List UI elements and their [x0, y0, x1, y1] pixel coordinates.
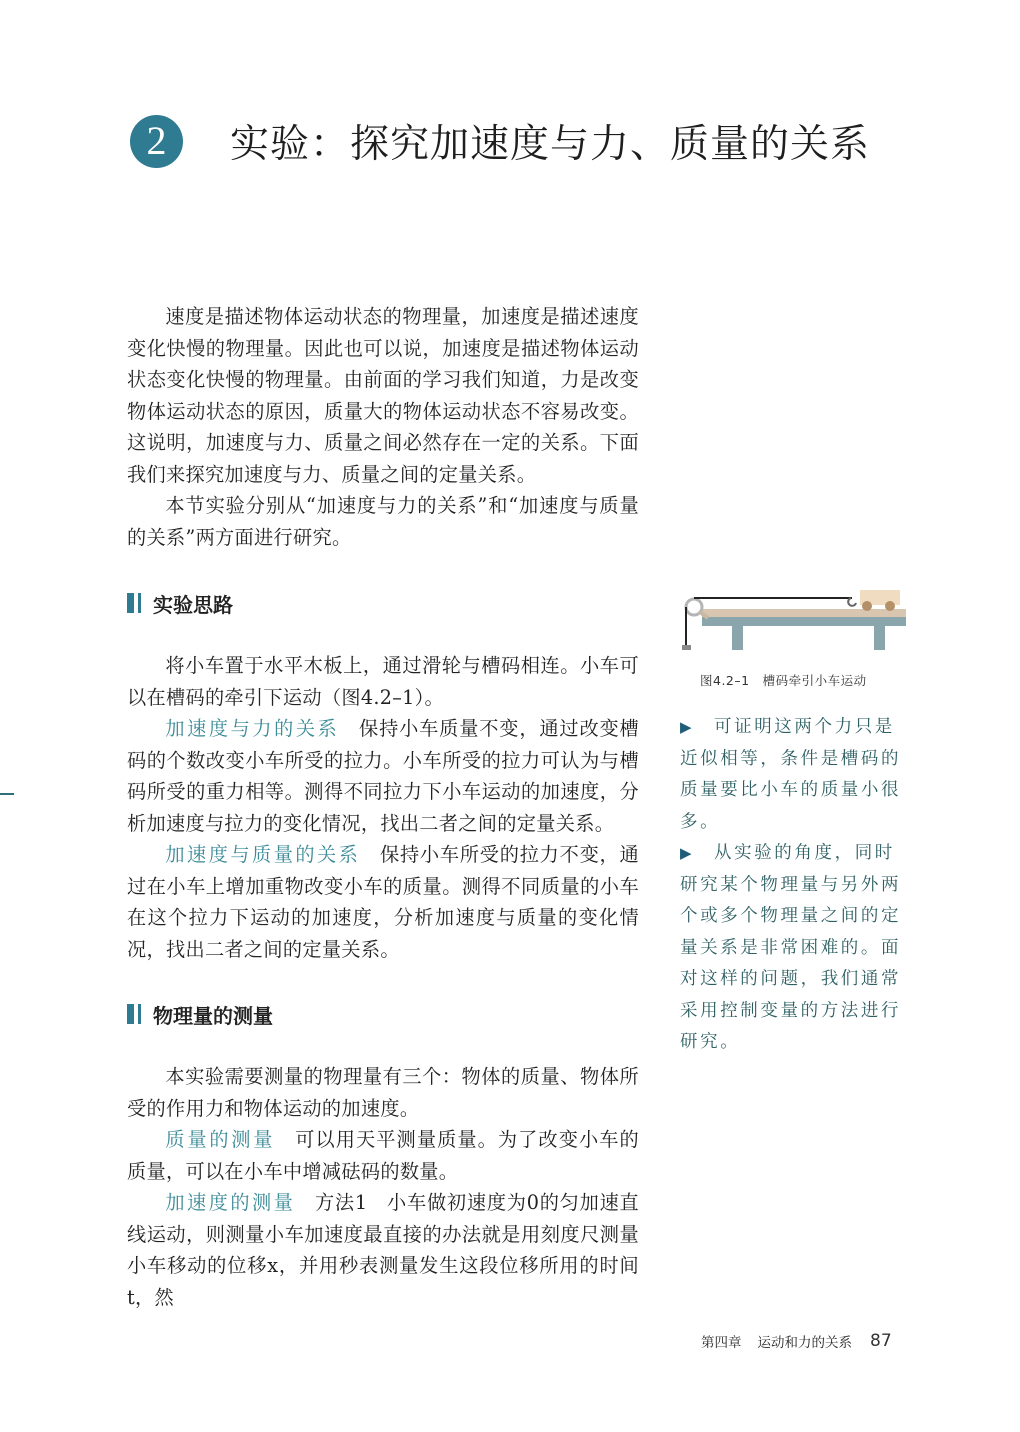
heading-bar-icon	[127, 593, 134, 613]
method-label: 方法1	[314, 1191, 368, 1214]
keyword-accel-measure: 加速度的测量	[165, 1191, 296, 1214]
margin-note-1	[680, 712, 908, 838]
item-text: 保持小车所受的拉力不变，通过在小车上增加重物改变小车的质量。测得不同质量的小车在这个拉力下运动的加速度，分析加速度与质量的变化情况，找出二者之间的定量关系。	[127, 843, 640, 961]
heading-bar-icon	[138, 593, 141, 613]
page-title: 实验：探究加速度与力、质量的关系	[230, 122, 871, 167]
figure-caption: 图4.2–1 槽码牵引小车运动	[700, 673, 867, 688]
keyword-mass-measure: 质量的测量	[165, 1128, 276, 1151]
intro-paragraph-2: 本节实验分别从“加速度与力的关系”和“加速度与质量的关系”两方面进行研究。	[127, 494, 639, 549]
keyword-force-relation: 加速度与力的关系	[165, 717, 340, 740]
section2-item-accel-measure	[127, 1187, 639, 1313]
section1-item-mass	[127, 839, 639, 965]
section-measurement	[127, 999, 639, 1313]
item-text: 小车做初速度为0的匀加速直线运动，则测量小车加速度最直接的办法就是用刻度尺测量小车移动的位移x，并用秒表测量发生这段位移所用的时间t，然	[127, 1191, 640, 1309]
triangle-marker-icon: ▶	[680, 718, 695, 736]
heading-bar-icon	[138, 1004, 141, 1024]
section-heading	[127, 588, 639, 618]
note-text: 从实验的角度，同时研究某个物理量与另外两个或多个物理量之间的定量关系是非常困难的。面对这样的问题，我们通常采用控制变量的方法进行研究。	[680, 843, 902, 1052]
triangle-marker-icon: ▶	[680, 844, 695, 862]
footer-chapter-title: 运动和力的关系	[757, 1335, 852, 1351]
item-text: 保持小车质量不变，通过改变槽码的个数改变小车所受的拉力。小车所受的拉力可认为与槽码所受的重力相等。测得不同拉力下小车运动的加速度，分析加速度与拉力的变化情况，找出二者之间的定量关系。	[127, 717, 640, 835]
section-number-badge: 2	[130, 115, 183, 168]
heading-bar-icon	[127, 1004, 134, 1024]
figure-4-2-1	[680, 585, 908, 689]
page-footer	[701, 1331, 892, 1351]
section1-paragraph: 将小车置于水平木板上，通过滑轮与槽码相连。小车可以在槽码的牵引下运动（图4.2–1）。	[127, 654, 639, 709]
keyword-mass-relation: 加速度与质量的关系	[165, 843, 361, 866]
section-experiment-idea	[127, 588, 639, 965]
page-number: 87	[870, 1331, 892, 1351]
intro-section	[127, 301, 639, 553]
section-heading-text: 实验思路	[153, 592, 233, 617]
section-heading-text: 物理量的测量	[153, 1003, 273, 1028]
margin-note-2	[680, 838, 908, 1059]
section2-item-mass-measure	[127, 1124, 639, 1187]
section-heading	[127, 999, 639, 1029]
item-text: 可以用天平测量质量。为了改变小车的质量，可以在小车中增减砝码的数量。	[127, 1128, 639, 1183]
cart-pulley-diagram-icon	[680, 585, 910, 655]
note-text: 可证明这两个力只是近似相等，条件是槽码的质量要比小车的质量小很多。	[680, 717, 902, 832]
section1-item-force	[127, 713, 639, 839]
margin-tick-mark	[0, 793, 14, 795]
intro-paragraph-1: 速度是描述物体运动状态的物理量，加速度是描述速度变化快慢的物理量。因此也可以说，加速度是描述物体运动状态变化快慢的物理量。由前面的学习我们知道，力是改变物体运动状态的原因，质量大的物体运动状态不容易改变。这说明，加速度与力、质量之间必然存在一定的关系。下面我们来探究加速度与力、质量之间的定量关系。	[127, 305, 639, 486]
chapter-title-block	[130, 112, 870, 170]
section2-paragraph: 本实验需要测量的物理量有三个：物体的质量、物体所受的作用力和物体运动的加速度。	[127, 1065, 639, 1120]
footer-chapter: 第四章	[701, 1335, 742, 1351]
